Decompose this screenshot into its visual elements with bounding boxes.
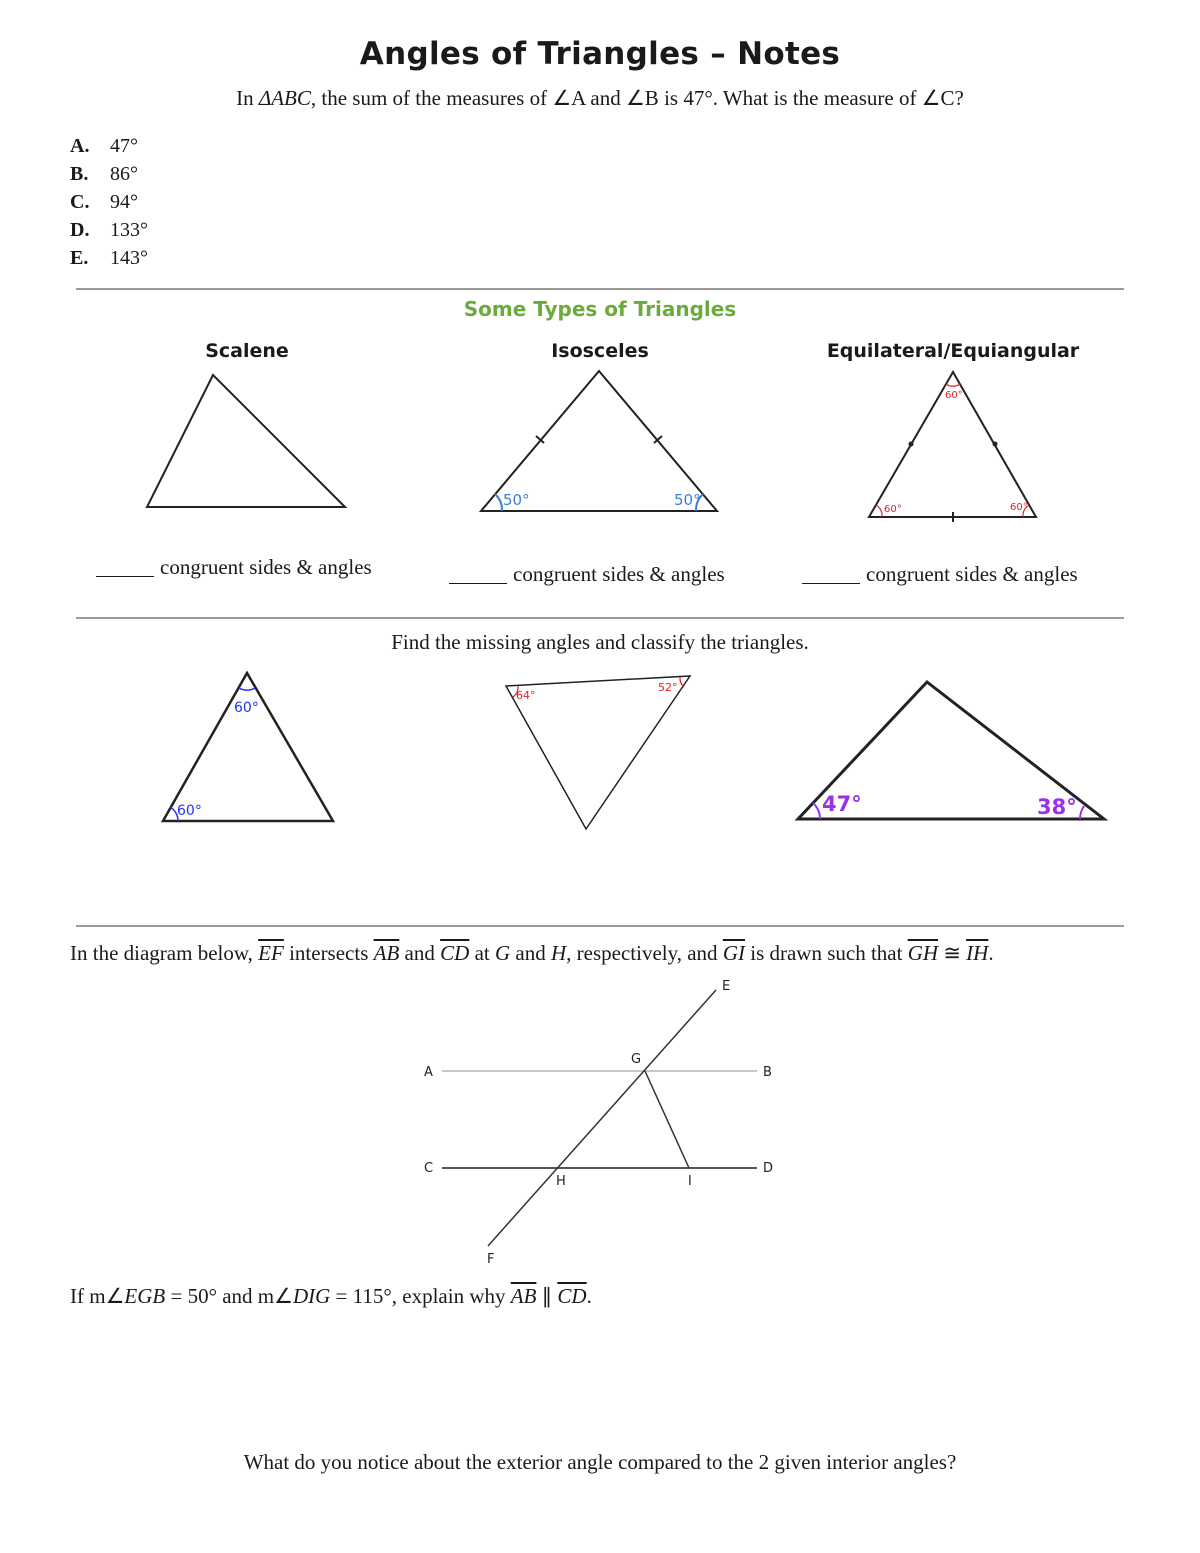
point-g: G [494,941,511,965]
scalene-title: Scalene [205,340,289,362]
find-angles-figures [0,660,1200,860]
text: . [988,941,994,965]
scalene-triangle [147,375,345,507]
segment-gh: $\overline{GH}$ [907,941,939,965]
find-instruction: Find the missing angles and classify the triangles. [391,630,809,654]
divider [76,617,1124,619]
find1-angle-top: 60° [234,700,259,716]
q1-rest: , the sum of the measures of ∠A and ∠B is 47°. What is the measure of ∠C? [310,86,964,110]
isosceles-blank [449,562,725,587]
segment-ef: $\overline{EF}$ [258,941,284,965]
choice-letter: D. [70,219,90,241]
equi-angle-left: 60° [884,504,902,515]
segment-ih: $\overline{IH}$ [966,941,989,965]
equilateral-title: Equilateral/Equiangular [826,340,1080,362]
find-triangle-1 [163,673,333,821]
segment-cd: $\overline{CD}$ [440,941,470,965]
label-a: A [424,1065,433,1080]
label-b: B [763,1065,772,1080]
q1-triangle: ΔABC [258,86,311,110]
label-i: I [688,1174,692,1189]
label-d: D [763,1161,774,1176]
text: , respectively, and [566,941,723,965]
text: = 50° and m∠ [165,1284,293,1308]
text: and [510,941,551,965]
segment-ab: $\overline{AB}$ [373,941,400,965]
parallel-symbol: ∥ [536,1284,558,1308]
text: . [586,1284,592,1308]
find1-angle-left: 60° [177,803,202,819]
congruent-symbol: ≅ [938,941,967,965]
label-h: H [556,1174,566,1189]
types-heading: Some Types of Triangles [463,297,737,321]
angle-arc [239,688,255,690]
angle-arc [1080,806,1084,819]
notice-question: What do you notice about the exterior angle compared to the 2 given interior angles? [243,1450,957,1474]
angle-arc [495,494,502,511]
choice-value: 86° [110,163,138,185]
label-e: E [722,979,731,994]
triangle-types-figures [0,0,1200,600]
equi-angle-right: 60° [1010,502,1028,513]
text: is drawn such that [744,941,908,965]
answer-blank[interactable] [802,583,860,584]
q1-prefix: In [236,86,259,110]
parallel-lines-diagram [400,970,800,1270]
find-triangle-2 [506,676,690,829]
equi-angle-top: 60° [945,390,963,401]
text: and [399,941,441,965]
angle-dig: DIG [292,1284,331,1308]
text: = 115°, explain why [330,1284,511,1308]
iso-angle-left: 50° [503,491,530,509]
choice-value: 94° [110,191,138,213]
scalene-blank [96,555,372,580]
isosceles-triangle [481,371,717,511]
angle-arc [946,384,960,386]
line-ef [488,990,716,1246]
blank-text: congruent sides & angles [160,555,372,579]
text: If m∠ [70,1284,125,1308]
label-c: C [424,1161,434,1176]
isosceles-title: Isosceles [551,340,649,362]
divider [76,925,1124,927]
label-g: G [631,1052,642,1067]
choice-value: 47° [110,135,138,157]
find3-angle-left: 47° [822,792,862,816]
iso-angle-right: 50° [674,491,701,509]
label-f: F [487,1252,495,1267]
tick-mark [993,442,998,447]
find3-angle-right: 38° [1037,795,1077,819]
choice-letter: E. [70,247,89,269]
answer-blank[interactable] [96,576,154,577]
segment-cd: $\overline{CD}$ [557,1284,587,1308]
choice-value: 133° [110,219,148,241]
diagram-description [70,941,994,966]
segment-ab: $\overline{AB}$ [510,1284,537,1308]
angle-arc [813,803,820,819]
find-triangle-3 [798,682,1104,819]
equilateral-blank [802,562,1078,587]
segment-gi [645,1071,689,1168]
equilateral-triangle [869,372,1036,522]
choice-letter: B. [70,163,89,185]
explain-question [70,1284,592,1309]
answer-blank[interactable] [449,583,507,584]
blank-text: congruent sides & angles [866,562,1078,586]
angle-egb: EGB [124,1284,166,1308]
text: intersects [283,941,374,965]
tick-mark [909,442,914,447]
find2-angle-left: 64° [516,689,536,702]
find2-angle-right: 52° [658,681,678,694]
angle-arc [876,505,882,517]
text: at [469,941,495,965]
choice-letter: C. [70,191,90,213]
choice-letter: A. [70,135,90,157]
point-h: H [550,941,567,965]
blank-text: congruent sides & angles [513,562,725,586]
choice-value: 143° [110,247,148,269]
segment-gi: $\overline{GI}$ [722,941,745,965]
page-title: Angles of Triangles – Notes [359,36,841,72]
text: In the diagram below, [70,941,259,965]
